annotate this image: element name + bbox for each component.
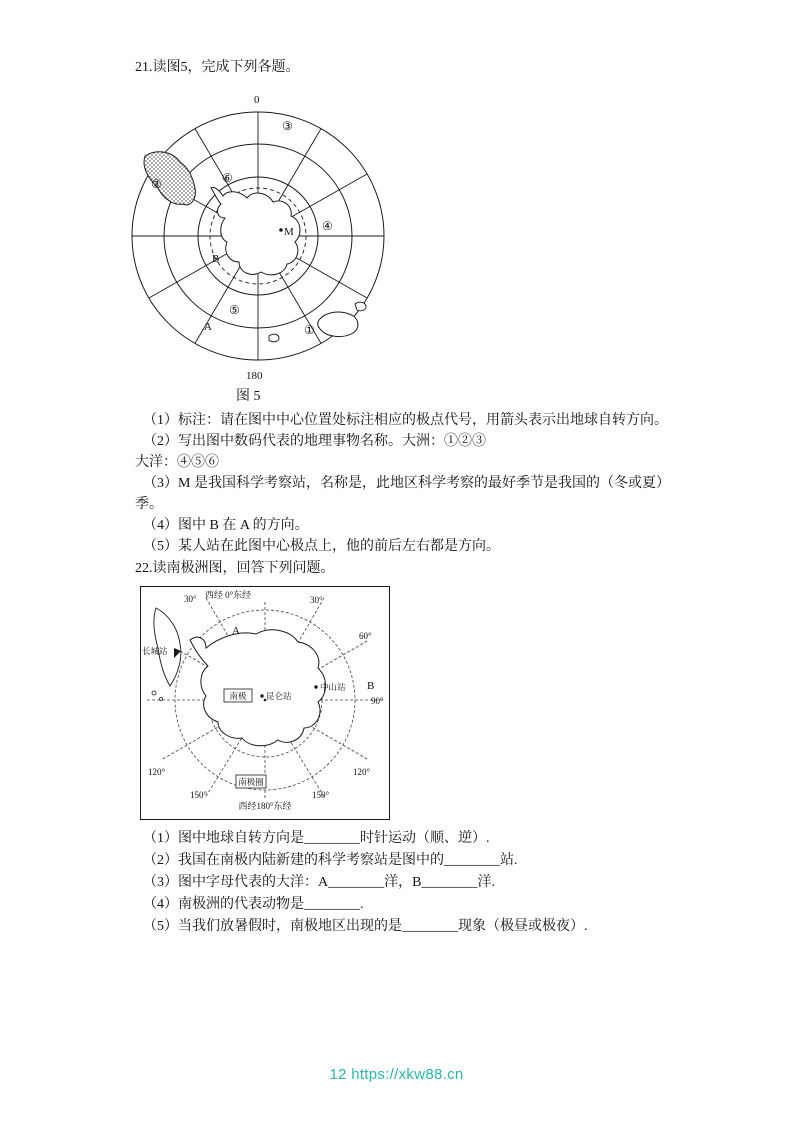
deg-120-left: 120° bbox=[148, 767, 166, 777]
pole-label: 南极 bbox=[229, 691, 247, 701]
antarctica-map bbox=[140, 586, 390, 820]
marker-3: ③ bbox=[282, 119, 293, 133]
lon-bottom-label: 西经180°东经 bbox=[238, 801, 292, 811]
q22-item-2: （2）我国在南极内陆新建的科学考察站是图中的________站. bbox=[143, 853, 518, 868]
marker-6: ⑥ bbox=[222, 171, 233, 185]
letter-m-label: M bbox=[284, 226, 294, 238]
question-22-items bbox=[143, 828, 703, 938]
marker-1: ① bbox=[304, 323, 315, 337]
question-22-title: 22.读南极洲图，回答下列问题。 bbox=[135, 561, 335, 576]
figure-5 bbox=[123, 90, 393, 387]
lon-top-label: 西经 0°东经 bbox=[204, 590, 252, 600]
australia-landmass bbox=[318, 312, 358, 337]
island-dot-2 bbox=[160, 698, 163, 701]
kunlun-station-dot bbox=[260, 694, 263, 697]
ocean-a-label: A bbox=[232, 625, 240, 637]
q22-item-3: （3）图中字母代表的大洋：A________洋，B________洋. bbox=[143, 875, 495, 890]
meridian-180-label: 180 bbox=[246, 370, 263, 382]
figure-5-polar-map bbox=[123, 90, 393, 382]
q22-item-5: （5）当我们放暑假时，南极地区出现的是________现象（极昼或极夜）. bbox=[143, 919, 588, 934]
marker-2: ② bbox=[151, 177, 162, 191]
changcheng-station-label: 长城站 bbox=[142, 646, 168, 656]
q21-item-1: （1）标注：请在图中中心位置处标注相应的极点代号，用箭头表示出地球自转方向。 bbox=[143, 413, 668, 428]
q21-item-3-cont: 季。 bbox=[135, 497, 163, 512]
deg-30-left: 30° bbox=[184, 594, 197, 604]
deg-120-right: 120° bbox=[353, 767, 371, 777]
deg-90-right: 90° bbox=[371, 696, 384, 706]
deg-60-right: 60° bbox=[359, 631, 372, 641]
letter-a-label: A bbox=[204, 321, 212, 333]
marker-4: ④ bbox=[322, 219, 333, 233]
island-small-1 bbox=[355, 302, 366, 311]
deg-150-right: 150° bbox=[312, 790, 330, 800]
kunlun-station-label: 昆仑站 bbox=[266, 691, 292, 701]
q21-item-2-cont: 大洋：④⑤⑥ bbox=[135, 455, 219, 470]
q21-item-5: （5）某人站在此图中心极点上，他的前后左右都是方向。 bbox=[143, 539, 500, 554]
question-21-title: 21.读图5，完成下列各题。 bbox=[135, 60, 300, 75]
figure-5-caption: 图 5 bbox=[236, 389, 261, 404]
antarctic-circle-label: 南极圈 bbox=[238, 777, 264, 787]
antarctica-outline bbox=[190, 630, 326, 746]
zhongshan-station-dot bbox=[314, 685, 317, 688]
question-21-items bbox=[135, 410, 695, 557]
island-small-2 bbox=[269, 334, 279, 341]
ocean-b-label: B bbox=[367, 680, 375, 692]
island-dot-1 bbox=[152, 691, 156, 695]
deg-30-right: 30° bbox=[310, 595, 323, 605]
marker-5: ⑤ bbox=[229, 303, 240, 317]
meridian-0-label: 0 bbox=[254, 94, 260, 106]
zhongshan-station-label: 中山站 bbox=[320, 682, 346, 692]
q21-item-4: （4）图中 B 在 A 的方向。 bbox=[143, 518, 309, 533]
q21-item-3: （3）M 是我国科学考察站，名称是，此地区科学考察的最好季节是我国的（冬或夏） bbox=[143, 476, 670, 491]
letter-b-label: B bbox=[212, 253, 220, 265]
q22-item-1: （1）图中地球自转方向是________时针运动（顺、逆）. bbox=[143, 831, 490, 846]
page-footer: 12 https://xkw88.cn bbox=[329, 1066, 464, 1083]
q21-item-2: （2）写出图中数码代表的地理事物名称。大洲：①②③ bbox=[143, 434, 486, 449]
deg-150-left: 150° bbox=[190, 790, 208, 800]
antarctica-figure bbox=[140, 586, 390, 825]
station-m-dot bbox=[279, 228, 283, 232]
q22-item-4: （4）南极洲的代表动物是________. bbox=[143, 897, 364, 912]
